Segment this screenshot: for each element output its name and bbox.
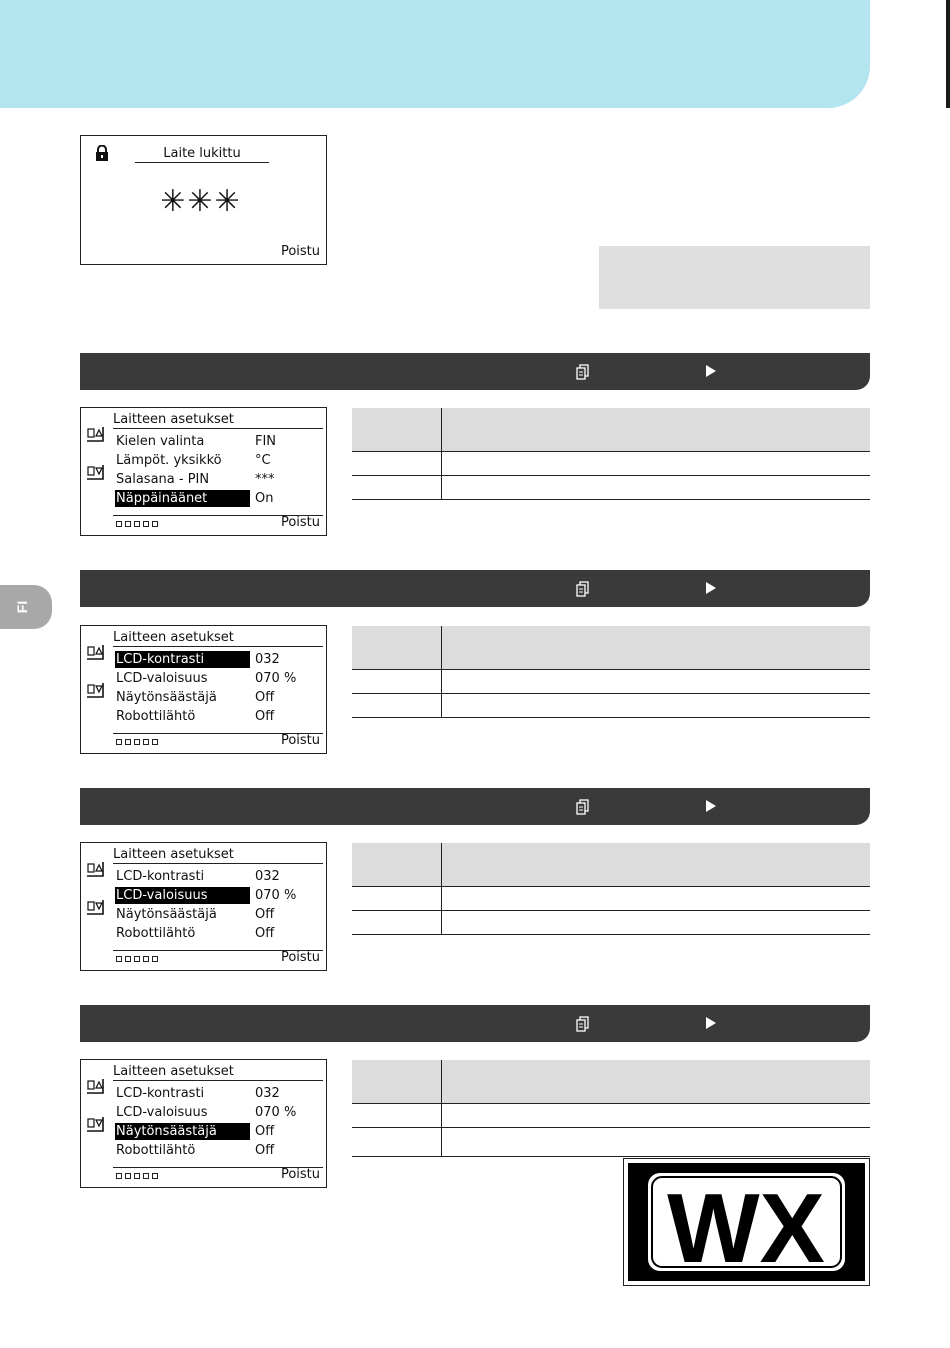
table-row (352, 476, 870, 500)
table-row (352, 694, 870, 718)
section-bar (80, 1005, 870, 1042)
lock-title: Laite lukittu (135, 146, 269, 163)
table-header (352, 626, 870, 670)
exit-softkey[interactable]: Poistu (280, 1167, 320, 1182)
document-stack-icon (576, 364, 590, 380)
exit-softkey[interactable]: Poistu (280, 515, 320, 530)
setting-value: FIN (255, 434, 277, 449)
exit-softkey[interactable]: Poistu (280, 733, 320, 748)
setting-row[interactable] (114, 1104, 324, 1121)
screen-title: Laitteen asetukset (113, 412, 323, 429)
document-stack-icon (576, 1016, 590, 1032)
settings-screen (80, 407, 327, 536)
setting-name: Robottilähtö (116, 1143, 196, 1158)
settings-screen (80, 1059, 327, 1188)
table-row (352, 1104, 870, 1128)
setting-name: LCD-kontrasti (116, 869, 205, 884)
page-dots (116, 956, 158, 962)
setting-value: Off (255, 1124, 275, 1139)
exit-softkey[interactable]: Poistu (280, 950, 320, 965)
document-stack-icon (576, 799, 590, 815)
setting-name: Näytönsäästäjä (116, 690, 217, 705)
setting-name: LCD-valoisuus (116, 1105, 208, 1120)
setting-value: Off (255, 1143, 275, 1158)
setting-value: Off (255, 907, 275, 922)
table-row (352, 670, 870, 694)
settings-screen (80, 842, 327, 971)
setting-value: Off (255, 709, 275, 724)
setting-value: On (255, 491, 274, 506)
header-band (0, 0, 870, 108)
setting-row[interactable] (114, 868, 324, 885)
table-row (352, 887, 870, 911)
setting-row[interactable] (114, 1085, 324, 1102)
setting-row-selected[interactable] (114, 651, 324, 668)
play-arrow-icon (706, 365, 716, 377)
setting-name: Robottilähtö (116, 926, 196, 941)
setting-value: Off (255, 690, 275, 705)
setting-row[interactable] (114, 1142, 324, 1159)
lock-screen-display (80, 135, 327, 265)
setting-value: *** (255, 472, 275, 487)
edge-rule (946, 0, 950, 108)
document-stack-icon (576, 581, 590, 597)
setting-value: 070 % (255, 888, 297, 903)
section-bar (80, 570, 870, 607)
setting-value: 032 (255, 1086, 280, 1101)
page-up-icon (85, 1076, 107, 1096)
setting-name: LCD-kontrasti (115, 651, 250, 668)
language-tab-label: FI (14, 600, 30, 614)
setting-value: 070 % (255, 671, 297, 686)
play-arrow-icon (706, 1017, 716, 1029)
screen-title: Laitteen asetukset (113, 630, 323, 647)
setting-row[interactable] (114, 433, 324, 450)
screen-title: Laitteen asetukset (113, 1064, 323, 1081)
setting-name: LCD-kontrasti (116, 1086, 205, 1101)
table-header (352, 843, 870, 887)
settings-screen (80, 625, 327, 754)
pin-mask: ✳✳✳ (160, 184, 242, 219)
setting-row[interactable] (114, 906, 324, 923)
setting-name: Näytönsäästäjä (116, 907, 217, 922)
parameter-table (352, 1060, 870, 1157)
setting-row[interactable] (114, 670, 324, 687)
table-header (352, 1060, 870, 1104)
parameter-table (352, 626, 870, 718)
page-down-icon (85, 680, 107, 700)
setting-row[interactable] (114, 471, 324, 488)
setting-row[interactable] (114, 925, 324, 942)
setting-row[interactable] (114, 452, 324, 469)
logo-text: WX (667, 1173, 825, 1283)
setting-name: Lämpöt. yksikkö (116, 453, 222, 468)
setting-value: 032 (255, 652, 280, 667)
setting-name: Näytönsäästäjä (115, 1123, 250, 1140)
table-header (352, 408, 870, 452)
language-tab (0, 585, 52, 629)
page-up-icon (85, 424, 107, 444)
setting-row-selected[interactable] (114, 490, 324, 507)
setting-name: Näppäinäänet (115, 490, 250, 507)
exit-softkey[interactable]: Poistu (280, 244, 320, 259)
setting-row[interactable] (114, 689, 324, 706)
setting-row-selected[interactable] (114, 887, 324, 904)
setting-value: 032 (255, 869, 280, 884)
setting-row-selected[interactable] (114, 1123, 324, 1140)
section-bar (80, 353, 870, 390)
page-up-icon (85, 642, 107, 662)
setting-row[interactable] (114, 708, 324, 725)
setting-value: 070 % (255, 1105, 297, 1120)
page-up-icon (85, 859, 107, 879)
setting-name: Salasana - PIN (116, 472, 210, 487)
setting-value: Off (255, 926, 275, 941)
page-down-icon (85, 897, 107, 917)
page-down-icon (85, 462, 107, 482)
note-box (599, 246, 870, 309)
table-row (352, 1128, 870, 1157)
play-arrow-icon (706, 582, 716, 594)
setting-name: Kielen valinta (116, 434, 205, 449)
page-dots (116, 1173, 158, 1179)
parameter-table (352, 408, 870, 500)
wx-logo-mark (624, 1159, 869, 1285)
section-bar (80, 788, 870, 825)
page-dots (116, 521, 158, 527)
play-arrow-icon (706, 800, 716, 812)
padlock-icon (95, 145, 109, 161)
setting-name: Robottilähtö (116, 709, 196, 724)
parameter-table (352, 843, 870, 935)
setting-name: LCD-valoisuus (116, 671, 208, 686)
setting-value: °C (255, 453, 271, 468)
screen-title: Laitteen asetukset (113, 847, 323, 864)
table-row (352, 452, 870, 476)
page-down-icon (85, 1114, 107, 1134)
table-row (352, 911, 870, 935)
setting-name: LCD-valoisuus (115, 887, 250, 904)
page-dots (116, 739, 158, 745)
wx-logo (623, 1158, 870, 1286)
